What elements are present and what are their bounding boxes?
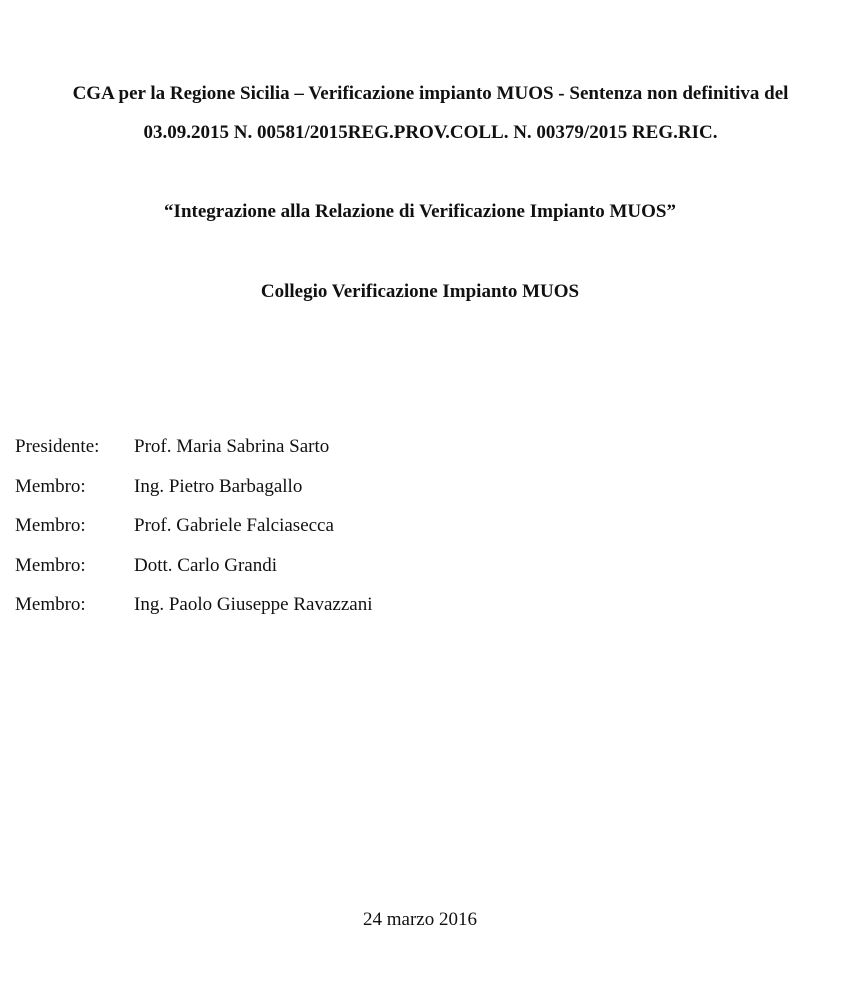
document-subtitle: “Integrazione alla Relazione di Verificazione Impianto MUOS” [164,201,676,222]
document-title-line-1: CGA per la Regione Sicilia – Verificazione impianto MUOS - Sentenza non definitiva del [72,83,789,104]
member-name: Dott. Carlo Grandi [134,555,278,576]
member-name: Prof. Maria Sabrina Sarto [134,436,330,457]
college-heading: Collegio Verificazione Impianto MUOS [260,281,580,302]
document-title-line-2: 03.09.2015 N. 00581/2015REG.PROV.COLL. N. 00379/2015 REG.RIC. [143,122,718,143]
member-role: Membro: [15,515,86,536]
document-date: 24 marzo 2016 [363,909,477,930]
member-role: Membro: [15,555,86,576]
member-name: Prof. Gabriele Falciasecca [134,515,334,536]
member-role: Membro: [15,594,86,615]
member-role: Presidente: [15,436,100,457]
member-role: Membro: [15,476,86,497]
member-name: Ing. Paolo Giuseppe Ravazzani [134,594,373,615]
member-name: Ing. Pietro Barbagallo [134,476,303,497]
